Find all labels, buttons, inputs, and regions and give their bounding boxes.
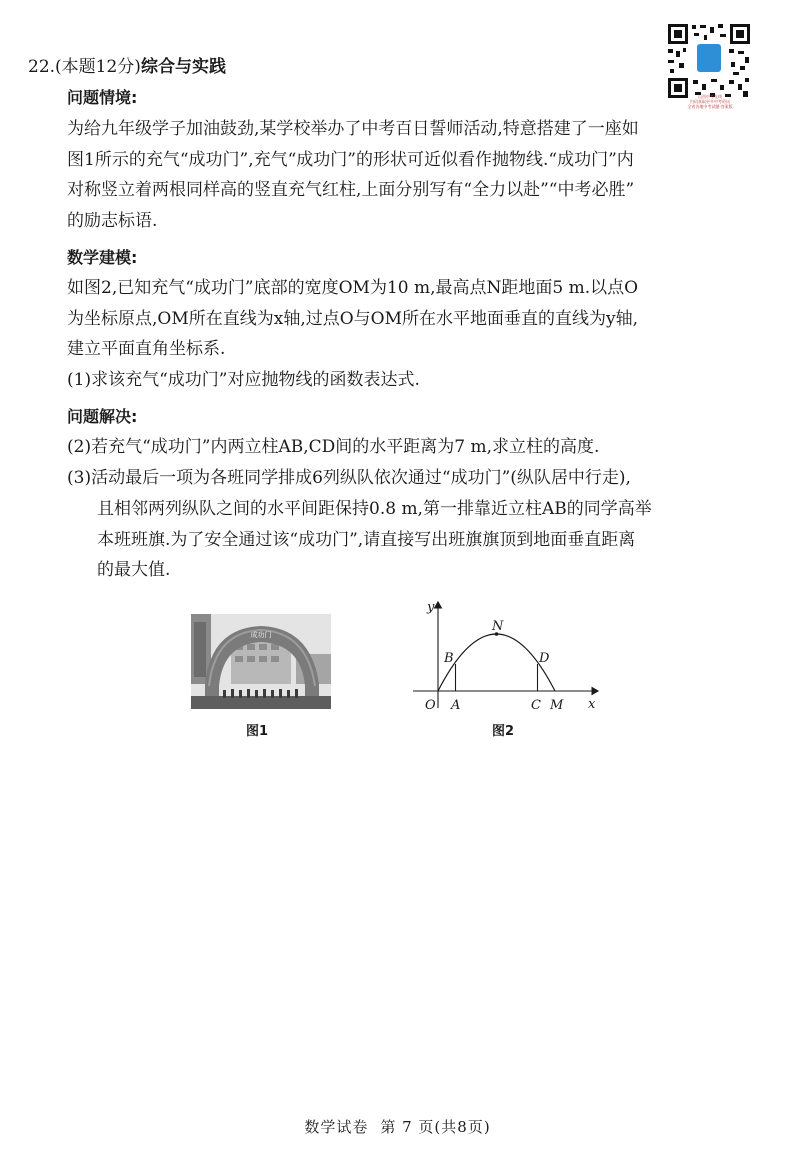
question-part-2: (2)若充气“成功门”内两立柱AB,CD间的水平距离为7 m,求立柱的高度. bbox=[67, 437, 600, 457]
text-line: 建立平面直角坐标系. bbox=[67, 339, 226, 359]
text-line: 本班班旗.为了安全通过该“成功门”,请直接写出班旗旗顶到地面垂直距离 bbox=[97, 529, 636, 550]
question-title bbox=[28, 56, 226, 78]
figure-2-diagram bbox=[410, 596, 600, 712]
figure-1-label: 图1 bbox=[246, 724, 269, 739]
text-line: 为给九年级学子加油鼓劲,某学校举办了中考百日誓师活动,特意搭建了一座如 bbox=[67, 119, 639, 139]
text-line: 且相邻两列纵队之间的水平间距保持0.8 m,第一排靠近立柱AB的同学高举 bbox=[97, 499, 652, 519]
modeling-paragraph bbox=[67, 273, 757, 365]
footer-subject: 数学试卷 bbox=[304, 1118, 369, 1136]
page-footer bbox=[0, 1116, 795, 1137]
label-m: M bbox=[550, 698, 564, 712]
label-n: N bbox=[492, 619, 504, 634]
figure-1-photo bbox=[191, 614, 331, 709]
arch-sign-text: 成功门 bbox=[250, 631, 272, 639]
text-line: 如图2,已知充气“成功门”底部的宽度OM为10 m,最高点N距地面5 m.以点O bbox=[67, 278, 639, 298]
label-a: A bbox=[451, 698, 461, 712]
section-situation-heading: 问题情境: bbox=[67, 88, 138, 107]
qr-code-icon bbox=[665, 22, 753, 102]
label-y: y bbox=[427, 600, 435, 615]
text-line: 对称竖立着两根同样高的竖直充气红柱,上面分别写有“全力以赴”“中考必胜” bbox=[67, 180, 635, 200]
section-modeling-heading: 数学建模: bbox=[67, 248, 138, 267]
label-x: x bbox=[588, 697, 596, 712]
situation-paragraph bbox=[67, 114, 757, 236]
question-part-3: (3)活动最后一项为各班同学排成6列纵队依次通过“成功门”(纵队居中行走), bbox=[67, 468, 631, 488]
section-solving-heading: 问题解决: bbox=[67, 407, 138, 426]
text-line: 的励志标语. bbox=[67, 210, 158, 231]
qr-caption-line: 扫码获取更多中考资讯 bbox=[690, 99, 730, 104]
question-part-3-continued bbox=[97, 494, 757, 586]
qr-caption-line: 全省各地中考试题·答案版 bbox=[687, 104, 733, 109]
question-score: (本题12分) bbox=[55, 57, 141, 77]
figure-2-label: 图2 bbox=[492, 724, 515, 739]
label-d: D bbox=[539, 651, 550, 666]
qr-caption bbox=[664, 94, 756, 109]
text-line: 为坐标原点,OM所在直线为x轴,过点O与OM所在水平地面垂直的直线为y轴, bbox=[67, 308, 639, 329]
question-category: 综合与实践 bbox=[140, 57, 226, 77]
text-line: 的最大值. bbox=[97, 560, 171, 580]
qr-caption-line: 山西中考在线 bbox=[698, 94, 722, 99]
footer-page-number: 第 7 页(共8页) bbox=[380, 1118, 491, 1136]
text-line: 图1所示的充气“成功门”,充气“成功门”的形状可近似看作抛物线.“成功门”内 bbox=[67, 149, 634, 170]
question-part-1: (1)求该充气“成功门”对应抛物线的函数表达式. bbox=[67, 370, 420, 390]
label-c: C bbox=[531, 698, 541, 712]
question-number: 22. bbox=[28, 57, 56, 77]
label-b: B bbox=[444, 651, 454, 666]
label-o: O bbox=[425, 698, 436, 712]
